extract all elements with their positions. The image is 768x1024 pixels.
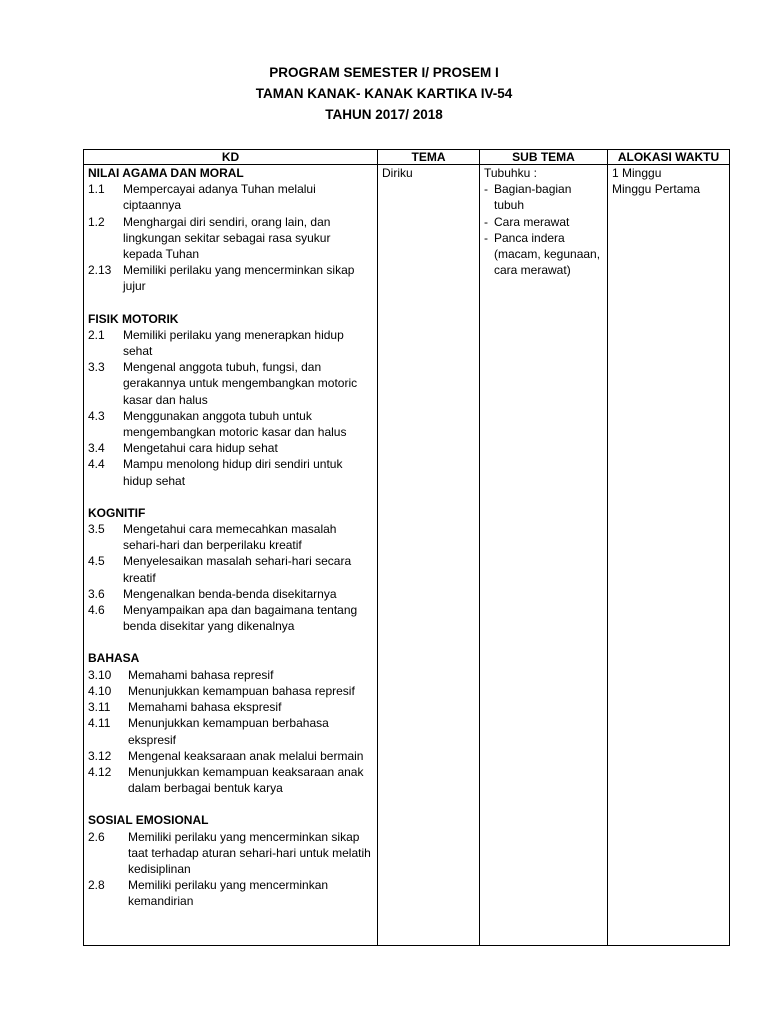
kd-text: Memiliki perilaku yang mencerminkan sikap jujur — [123, 263, 355, 294]
kd-number: 4.4 — [88, 457, 105, 472]
kd-text: Menggunakan anggota tubuh untuk mengembangkan motoric kasar dan halus — [123, 408, 347, 440]
kd-number: 4.3 — [88, 408, 105, 423]
kd-number: 4.10 — [88, 683, 112, 698]
subtema-item — [484, 214, 603, 230]
kd-item — [88, 181, 373, 213]
kd-text: Memiliki perilaku yang menerapkan hidup sehat — [123, 327, 344, 359]
subtema-cell — [480, 165, 608, 946]
dash-bullet-icon: - — [484, 214, 488, 229]
dash-bullet-icon: - — [484, 230, 488, 245]
kd-text: Mengetahui cara memecahkan masalah sehari-hari dan berperilaku kreatif — [123, 522, 337, 553]
table-header-row — [84, 150, 730, 165]
kd-section-sosial-emosional — [88, 812, 373, 909]
alokasi-waktu-cell — [608, 165, 730, 946]
kd-number: 3.4 — [88, 441, 105, 456]
kd-text: Mampu menolong hidup diri sendiri untuk hidup sehat — [123, 457, 343, 488]
kd-item — [88, 456, 373, 488]
kd-text: Mengenalkan benda-benda disekitarnya — [123, 586, 337, 601]
kd-item — [88, 214, 373, 263]
header-kd: KD — [84, 150, 378, 165]
kd-number: 2.6 — [88, 829, 105, 844]
document-header — [0, 62, 768, 125]
kd-number: 1.1 — [88, 182, 105, 197]
header-title-line1: PROGRAM SEMESTER I/ PROSEM I — [269, 65, 499, 80]
kd-text: Mengenal anggota tubuh, fungsi, dan gerakannya untuk mengembangkan motoric kasar dan halus — [123, 360, 358, 407]
header-title-line2: TAMAN KANAK- KANAK KARTIKA IV-54 — [255, 86, 513, 101]
kd-item — [88, 829, 373, 878]
kd-item — [88, 602, 373, 634]
kd-number: 2.8 — [88, 878, 105, 893]
section-title: BAHASA — [88, 651, 140, 666]
kd-item — [88, 877, 373, 909]
section-title: KOGNITIF — [88, 505, 146, 520]
kd-number: 4.12 — [88, 764, 112, 779]
kd-item — [88, 715, 373, 747]
kd-item — [88, 586, 373, 602]
kd-item — [88, 667, 373, 683]
kd-text: Menunjukkan kemampuan keaksaraan anak dalam berbagai bentuk karya — [128, 764, 364, 796]
kd-item — [88, 553, 373, 585]
kd-section-agama-moral — [88, 165, 373, 295]
tema-text: Diriku — [382, 166, 413, 180]
kd-item — [88, 683, 373, 699]
kd-number: 2.13 — [88, 263, 112, 278]
header-alokasi-waktu: ALOKASI WAKTU — [608, 150, 730, 165]
kd-item — [88, 408, 373, 440]
kd-number: 1.2 — [88, 214, 105, 229]
kd-section-bahasa — [88, 650, 373, 796]
kd-section-fisik-motorik — [88, 311, 373, 489]
kd-item — [88, 359, 373, 408]
kd-text: Menunjukkan kemampuan bahasa represif — [128, 683, 355, 698]
kd-item — [88, 327, 373, 359]
kd-text: Menyampaikan apa dan bagaimana tentang benda disekitar yang dikenalnya — [123, 603, 358, 634]
kd-item — [88, 262, 373, 294]
kd-cell — [84, 165, 378, 946]
section-title: FISIK MOTORIK — [88, 311, 179, 326]
kd-text: Mengetahui cara hidup sehat — [123, 441, 278, 456]
section-title: SOSIAL EMOSIONAL — [88, 813, 209, 828]
kd-text: Menghargai diri sendiri, orang lain, dan lingkungan sekitar sebagai rasa syukur kepada Tuhan — [123, 214, 331, 262]
alokasi-line2: Minggu Pertama — [612, 182, 701, 197]
subtema-text: Bagian-bagian tubuh — [494, 182, 572, 213]
kd-text: Menyelesaikan masalah sehari-hari secara kreatif — [123, 554, 352, 585]
alokasi-line1: 1 Minggu — [612, 166, 662, 180]
kd-text: Memiliki perilaku yang mencerminkan sikap taat terhadap aturan sehari-hari untuk melatih kedisiplinan — [128, 829, 371, 876]
kd-item — [88, 521, 373, 553]
dash-bullet-icon: - — [484, 182, 488, 197]
kd-text: Memahami bahasa ekspresif — [128, 700, 282, 715]
kd-text: Memiliki perilaku yang mencerminkan kemandirian — [128, 878, 329, 909]
kd-text: Mempercayai adanya Tuhan melalui ciptaannya — [123, 182, 316, 213]
kd-section-kognitif — [88, 505, 373, 635]
header-subtema: SUB TEMA — [480, 150, 608, 165]
tema-cell — [378, 165, 480, 946]
kd-text: Mengenal keaksaraan anak melalui bermain — [128, 748, 364, 763]
kd-item — [88, 748, 373, 764]
kd-number: 4.6 — [88, 603, 105, 618]
subtema-item — [484, 181, 603, 213]
header-title-line3: TAHUN 2017/ 2018 — [325, 107, 443, 122]
kd-number: 3.5 — [88, 522, 105, 537]
kd-number: 3.10 — [88, 667, 112, 682]
kd-text: Menunjukkan kemampuan berbahasa ekspresif — [128, 716, 329, 747]
table-row — [84, 165, 730, 946]
kd-number: 4.11 — [88, 716, 111, 731]
kd-text: Memahami bahasa represif — [128, 667, 274, 682]
subtema-heading: Tubuhku : — [484, 166, 537, 180]
header-tema: TEMA — [378, 150, 480, 165]
kd-number: 3.3 — [88, 360, 105, 375]
section-title: NILAI AGAMA DAN MORAL — [88, 166, 244, 180]
subtema-item — [484, 230, 603, 279]
kd-item — [88, 699, 373, 715]
program-semester-table — [83, 149, 730, 946]
kd-number: 3.6 — [88, 586, 105, 601]
subtema-text: Panca indera (macam, kegunaan, cara merawat) — [494, 230, 601, 278]
subtema-text: Cara merawat — [494, 214, 570, 229]
kd-number: 3.11 — [88, 700, 111, 715]
kd-number: 4.5 — [88, 554, 105, 569]
kd-number: 3.12 — [88, 748, 112, 763]
kd-item — [88, 440, 373, 456]
kd-item — [88, 764, 373, 796]
kd-number: 2.1 — [88, 327, 105, 342]
